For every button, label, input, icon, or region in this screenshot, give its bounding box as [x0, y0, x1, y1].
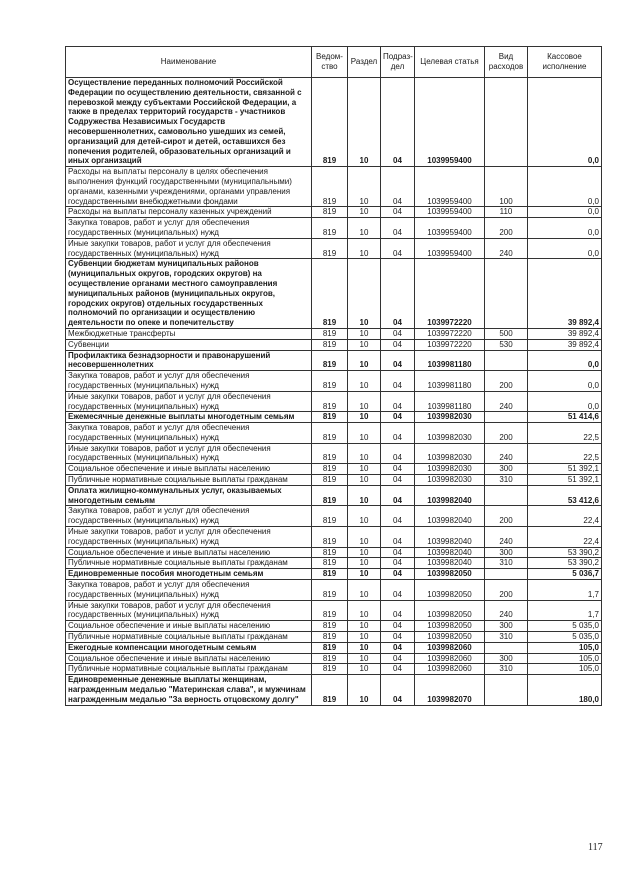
- table-cell-vr: 200: [485, 506, 528, 527]
- table-cell-ved: 819: [312, 207, 348, 218]
- table-cell-cs: 1039982030: [415, 423, 485, 444]
- table-cell-podrazdel: 04: [381, 218, 415, 239]
- table-cell-razdel: 10: [348, 475, 381, 486]
- table-cell-name: Единовременные пособия многодетным семьям: [66, 569, 312, 580]
- table-cell-name: Субвенции бюджетам муниципальных районов (муниципальных округов, городских округов) на осуществление органами местного самоуправления муниципальных районов (муниципальных округов, городских округов) отдельных государственных полномочий по организации и осуществлению деятельности по опеке и попечительству: [66, 259, 312, 329]
- table-cell-name: Закупка товаров, работ и услуг для обеспечения государственных (муниципальных) нужд: [66, 218, 312, 239]
- table-cell-kasa: 39 892,4: [528, 339, 602, 350]
- table-cell-cs: 1039959400: [415, 218, 485, 239]
- table-row: [66, 621, 602, 632]
- table-cell-name: Расходы на выплаты персоналу казенных учреждений: [66, 207, 312, 218]
- table-cell-cs: 1039982040: [415, 506, 485, 527]
- table-row: [66, 506, 602, 527]
- table-cell-name: Публичные нормативные социальные выплаты гражданам: [66, 558, 312, 569]
- table-row: [66, 569, 602, 580]
- table-row: [66, 412, 602, 423]
- table-cell-ved: 819: [312, 600, 348, 621]
- table-cell-vr: 300: [485, 621, 528, 632]
- table-row: [66, 464, 602, 475]
- table-cell-ved: 819: [312, 339, 348, 350]
- table-cell-kasa: 105,0: [528, 642, 602, 653]
- table-cell-cs: 1039982050: [415, 580, 485, 601]
- table-cell-vr: 310: [485, 475, 528, 486]
- table-cell-razdel: 10: [348, 506, 381, 527]
- table-cell-podrazdel: 04: [381, 328, 415, 339]
- header-razdel: Раздел: [348, 47, 381, 78]
- table-cell-name: Оплата жилищно-коммунальных услуг, оказываемых многодетным семьям: [66, 485, 312, 506]
- table-cell-ved: 819: [312, 653, 348, 664]
- table-row: [66, 350, 602, 371]
- table-cell-cs: 1039982050: [415, 621, 485, 632]
- table-cell-name: Иные закупки товаров, работ и услуг для обеспечения государственных (муниципальных) нужд: [66, 527, 312, 548]
- table-cell-vr: 500: [485, 328, 528, 339]
- table-cell-name: Социальное обеспечение и иные выплаты населению: [66, 653, 312, 664]
- table-cell-ved: 819: [312, 569, 348, 580]
- table-row: [66, 339, 602, 350]
- table-cell-razdel: 10: [348, 412, 381, 423]
- table-cell-vr: 310: [485, 632, 528, 643]
- table-cell-name: Ежемесячные денежные выплаты многодетным семьям: [66, 412, 312, 423]
- table-cell-cs: 1039982030: [415, 464, 485, 475]
- table-cell-kasa: 0,0: [528, 391, 602, 412]
- table-row: [66, 443, 602, 464]
- table-cell-vr: 110: [485, 207, 528, 218]
- table-cell-ved: 819: [312, 642, 348, 653]
- table-cell-cs: 1039959400: [415, 238, 485, 259]
- table-cell-razdel: 10: [348, 207, 381, 218]
- table-cell-podrazdel: 04: [381, 675, 415, 705]
- table-cell-ved: 819: [312, 167, 348, 207]
- table-row: [66, 167, 602, 207]
- table-cell-razdel: 10: [348, 580, 381, 601]
- table-cell-ved: 819: [312, 558, 348, 569]
- table-cell-razdel: 10: [348, 443, 381, 464]
- table-cell-podrazdel: 04: [381, 621, 415, 632]
- table-cell-name: Иные закупки товаров, работ и услуг для обеспечения государственных (муниципальных) нужд: [66, 391, 312, 412]
- table-cell-cs: 1039982030: [415, 443, 485, 464]
- table-cell-razdel: 10: [348, 167, 381, 207]
- table-header-row: [66, 47, 602, 78]
- table-cell-vr: 240: [485, 391, 528, 412]
- table-cell-cs: 1039982050: [415, 632, 485, 643]
- table-cell-razdel: 10: [348, 485, 381, 506]
- table-cell-vr: 200: [485, 580, 528, 601]
- table-cell-ved: 819: [312, 391, 348, 412]
- table-cell-podrazdel: 04: [381, 412, 415, 423]
- header-name: Наименование: [66, 47, 312, 78]
- table-cell-razdel: 10: [348, 632, 381, 643]
- table-cell-ved: 819: [312, 485, 348, 506]
- table-cell-name: Иные закупки товаров, работ и услуг для обеспечения государственных (муниципальных) нужд: [66, 443, 312, 464]
- table-cell-kasa: 0,0: [528, 78, 602, 167]
- table-cell-cs: 1039981180: [415, 391, 485, 412]
- table-cell-cs: 1039982050: [415, 600, 485, 621]
- table-cell-cs: 1039959400: [415, 207, 485, 218]
- table-cell-kasa: 53 390,2: [528, 558, 602, 569]
- table-cell-vr: [485, 569, 528, 580]
- table-cell-ved: 819: [312, 632, 348, 643]
- table-cell-kasa: 105,0: [528, 664, 602, 675]
- table-cell-podrazdel: 04: [381, 547, 415, 558]
- table-cell-podrazdel: 04: [381, 443, 415, 464]
- table-row: [66, 653, 602, 664]
- table-cell-kasa: 0,0: [528, 167, 602, 207]
- table-cell-name: Публичные нормативные социальные выплаты гражданам: [66, 632, 312, 643]
- table-cell-name: Иные закупки товаров, работ и услуг для обеспечения государственных (муниципальных) нужд: [66, 238, 312, 259]
- table-cell-vr: 310: [485, 664, 528, 675]
- table-cell-podrazdel: 04: [381, 580, 415, 601]
- table-cell-name: Ежегодные компенсации многодетным семьям: [66, 642, 312, 653]
- table-cell-kasa: 0,0: [528, 371, 602, 392]
- table-cell-razdel: 10: [348, 464, 381, 475]
- table-row: [66, 600, 602, 621]
- table-cell-razdel: 10: [348, 78, 381, 167]
- table-cell-kasa: 0,0: [528, 350, 602, 371]
- table-cell-kasa: 5 035,0: [528, 632, 602, 643]
- table-cell-cs: 1039982030: [415, 475, 485, 486]
- table-cell-ved: 819: [312, 527, 348, 548]
- table-cell-kasa: 39 892,4: [528, 328, 602, 339]
- table-cell-podrazdel: 04: [381, 350, 415, 371]
- table-cell-cs: 1039972220: [415, 339, 485, 350]
- table-cell-podrazdel: 04: [381, 600, 415, 621]
- header-podrazdel: Подраз-дел: [381, 47, 415, 78]
- table-cell-podrazdel: 04: [381, 423, 415, 444]
- table-row: [66, 328, 602, 339]
- table-cell-name: Субвенции: [66, 339, 312, 350]
- table-cell-razdel: 10: [348, 339, 381, 350]
- table-cell-vr: 300: [485, 547, 528, 558]
- header-kasa: Кассовое исполнение: [528, 47, 602, 78]
- table-cell-cs: 1039982040: [415, 547, 485, 558]
- table-cell-ved: 819: [312, 443, 348, 464]
- table-cell-vr: 100: [485, 167, 528, 207]
- table-cell-cs: 1039982030: [415, 412, 485, 423]
- table-cell-name: Социальное обеспечение и иные выплаты населению: [66, 621, 312, 632]
- table-cell-podrazdel: 04: [381, 527, 415, 548]
- table-cell-kasa: 22,5: [528, 443, 602, 464]
- table-cell-razdel: 10: [348, 391, 381, 412]
- table-cell-podrazdel: 04: [381, 642, 415, 653]
- table-cell-razdel: 10: [348, 547, 381, 558]
- table-cell-razdel: 10: [348, 675, 381, 705]
- table-cell-cs: 1039981180: [415, 350, 485, 371]
- table-cell-ved: 819: [312, 371, 348, 392]
- table-cell-razdel: 10: [348, 600, 381, 621]
- table-cell-razdel: 10: [348, 423, 381, 444]
- table-cell-name: Межбюджетные трансферты: [66, 328, 312, 339]
- table-cell-vr: 240: [485, 443, 528, 464]
- table-cell-razdel: 10: [348, 653, 381, 664]
- table-cell-razdel: 10: [348, 350, 381, 371]
- table-cell-podrazdel: 04: [381, 78, 415, 167]
- table-cell-cs: 1039982060: [415, 664, 485, 675]
- table-cell-podrazdel: 04: [381, 207, 415, 218]
- table-cell-vr: [485, 78, 528, 167]
- table-cell-ved: 819: [312, 328, 348, 339]
- table-cell-cs: 1039982070: [415, 675, 485, 705]
- table-row: [66, 547, 602, 558]
- table-cell-kasa: 1,7: [528, 580, 602, 601]
- table-cell-ved: 819: [312, 664, 348, 675]
- table-cell-cs: 1039982060: [415, 653, 485, 664]
- table-cell-razdel: 10: [348, 218, 381, 239]
- table-row: [66, 527, 602, 548]
- table-cell-ved: 819: [312, 506, 348, 527]
- table-body: [66, 78, 602, 706]
- table-cell-cs: 1039982050: [415, 569, 485, 580]
- table-cell-ved: 819: [312, 350, 348, 371]
- table-cell-name: Закупка товаров, работ и услуг для обеспечения государственных (муниципальных) нужд: [66, 423, 312, 444]
- table-cell-kasa: 22,4: [528, 506, 602, 527]
- table-cell-name: Закупка товаров, работ и услуг для обеспечения государственных (муниципальных) нужд: [66, 371, 312, 392]
- table-cell-ved: 819: [312, 259, 348, 329]
- table-cell-name: Закупка товаров, работ и услуг для обеспечения государственных (муниципальных) нужд: [66, 580, 312, 601]
- table-cell-podrazdel: 04: [381, 475, 415, 486]
- table-cell-podrazdel: 04: [381, 485, 415, 506]
- table-cell-razdel: 10: [348, 328, 381, 339]
- table-cell-vr: [485, 485, 528, 506]
- table-cell-name: Осуществление переданных полномочий Российской Федерации по осуществлению деятельности, связанной с перевозкой между субъектами Российской Федерации, а также в пределах территорий государств - участников Содружества Независимых Государств несовершеннолетних, самовольно ушедших из семей, организаций для детей-сирот и детей, оставшихся без попечения родителей, образовательных организаций и иных организаций: [66, 78, 312, 167]
- table-cell-podrazdel: 04: [381, 259, 415, 329]
- table-cell-cs: 1039972220: [415, 259, 485, 329]
- table-row: [66, 207, 602, 218]
- table-cell-ved: 819: [312, 78, 348, 167]
- table-row: [66, 675, 602, 705]
- table-cell-vr: 240: [485, 527, 528, 548]
- table-cell-kasa: 0,0: [528, 218, 602, 239]
- table-cell-ved: 819: [312, 238, 348, 259]
- table-cell-ved: 819: [312, 423, 348, 444]
- table-cell-razdel: 10: [348, 371, 381, 392]
- table-cell-razdel: 10: [348, 238, 381, 259]
- table-cell-ved: 819: [312, 580, 348, 601]
- table-row: [66, 391, 602, 412]
- table-cell-cs: 1039982040: [415, 485, 485, 506]
- table-cell-razdel: 10: [348, 642, 381, 653]
- table-row: [66, 238, 602, 259]
- table-cell-kasa: 53 412,6: [528, 485, 602, 506]
- table-cell-cs: 1039982040: [415, 527, 485, 548]
- table-cell-name: Расходы на выплаты персоналу в целях обеспечения выполнения функций государственными (муниципальными) органами, казенными учреждениями, органами управления государственными внебюджетными фондами: [66, 167, 312, 207]
- table-cell-ved: 819: [312, 412, 348, 423]
- table-cell-kasa: 5 035,0: [528, 621, 602, 632]
- table-cell-podrazdel: 04: [381, 167, 415, 207]
- table-cell-vr: 200: [485, 218, 528, 239]
- table-cell-razdel: 10: [348, 621, 381, 632]
- table-cell-vr: 240: [485, 238, 528, 259]
- table-cell-kasa: 1,7: [528, 600, 602, 621]
- table-row: [66, 664, 602, 675]
- table-cell-kasa: 0,0: [528, 207, 602, 218]
- table-cell-vr: 530: [485, 339, 528, 350]
- table-cell-razdel: 10: [348, 558, 381, 569]
- table-cell-podrazdel: 04: [381, 558, 415, 569]
- table-cell-podrazdel: 04: [381, 632, 415, 643]
- table-cell-kasa: 105,0: [528, 653, 602, 664]
- table-cell-kasa: 39 892,4: [528, 259, 602, 329]
- table-cell-name: Социальное обеспечение и иные выплаты населению: [66, 464, 312, 475]
- table-cell-podrazdel: 04: [381, 464, 415, 475]
- table-cell-vr: 310: [485, 558, 528, 569]
- table-cell-vr: [485, 259, 528, 329]
- table-cell-kasa: 51 392,1: [528, 464, 602, 475]
- table-cell-ved: 819: [312, 218, 348, 239]
- table-cell-razdel: 10: [348, 569, 381, 580]
- table-cell-podrazdel: 04: [381, 569, 415, 580]
- table-cell-podrazdel: 04: [381, 664, 415, 675]
- table-cell-vr: 200: [485, 371, 528, 392]
- table-cell-razdel: 10: [348, 259, 381, 329]
- table-cell-name: Иные закупки товаров, работ и услуг для обеспечения государственных (муниципальных) нужд: [66, 600, 312, 621]
- table-cell-ved: 819: [312, 675, 348, 705]
- table-row: [66, 485, 602, 506]
- header-vr: Вид расходов: [485, 47, 528, 78]
- table-row: [66, 78, 602, 167]
- table-cell-podrazdel: 04: [381, 371, 415, 392]
- table-cell-podrazdel: 04: [381, 391, 415, 412]
- table-cell-razdel: 10: [348, 664, 381, 675]
- table-cell-kasa: 53 390,2: [528, 547, 602, 558]
- table-row: [66, 259, 602, 329]
- table-row: [66, 371, 602, 392]
- table-row: [66, 423, 602, 444]
- page-number: 117: [588, 842, 603, 853]
- table-cell-razdel: 10: [348, 527, 381, 548]
- header-ved: Ведом-ство: [312, 47, 348, 78]
- table-cell-vr: [485, 675, 528, 705]
- table-cell-cs: 1039981180: [415, 371, 485, 392]
- table-cell-vr: [485, 642, 528, 653]
- table-row: [66, 218, 602, 239]
- table-cell-name: Публичные нормативные социальные выплаты гражданам: [66, 664, 312, 675]
- table-cell-vr: 240: [485, 600, 528, 621]
- table-cell-kasa: 5 036,7: [528, 569, 602, 580]
- table-cell-name: Профилактика безнадзорности и правонарушений несовершеннолетних: [66, 350, 312, 371]
- table-cell-name: Социальное обеспечение и иные выплаты населению: [66, 547, 312, 558]
- header-cs: Целевая статья: [415, 47, 485, 78]
- table-row: [66, 475, 602, 486]
- budget-table: [65, 46, 602, 706]
- table-row: [66, 632, 602, 643]
- table-row: [66, 558, 602, 569]
- table-cell-podrazdel: 04: [381, 238, 415, 259]
- table-cell-cs: 1039972220: [415, 328, 485, 339]
- table-row: [66, 642, 602, 653]
- table-row: [66, 580, 602, 601]
- table-cell-cs: 1039959400: [415, 167, 485, 207]
- table-cell-name: Единовременные денежные выплаты женщинам, награжденным медалью "Материнская слава", и мужчинам награжденным медалью "За верность отцовскому долгу": [66, 675, 312, 705]
- table-cell-kasa: 51 414,6: [528, 412, 602, 423]
- table-cell-kasa: 180,0: [528, 675, 602, 705]
- table-cell-ved: 819: [312, 547, 348, 558]
- table-cell-name: Публичные нормативные социальные выплаты гражданам: [66, 475, 312, 486]
- table-cell-ved: 819: [312, 464, 348, 475]
- table-cell-podrazdel: 04: [381, 653, 415, 664]
- table-cell-vr: 300: [485, 653, 528, 664]
- table-cell-kasa: 0,0: [528, 238, 602, 259]
- table-cell-cs: 1039982060: [415, 642, 485, 653]
- table-cell-ved: 819: [312, 475, 348, 486]
- table-cell-vr: [485, 350, 528, 371]
- table-cell-vr: [485, 412, 528, 423]
- table-cell-podrazdel: 04: [381, 339, 415, 350]
- table-cell-kasa: 22,4: [528, 527, 602, 548]
- table-cell-kasa: 22,5: [528, 423, 602, 444]
- table-cell-name: Закупка товаров, работ и услуг для обеспечения государственных (муниципальных) нужд: [66, 506, 312, 527]
- table-cell-kasa: 51 392,1: [528, 475, 602, 486]
- table-cell-cs: 1039982040: [415, 558, 485, 569]
- table-cell-vr: 300: [485, 464, 528, 475]
- table-cell-podrazdel: 04: [381, 506, 415, 527]
- table-cell-ved: 819: [312, 621, 348, 632]
- table-cell-vr: 200: [485, 423, 528, 444]
- table-cell-cs: 1039959400: [415, 78, 485, 167]
